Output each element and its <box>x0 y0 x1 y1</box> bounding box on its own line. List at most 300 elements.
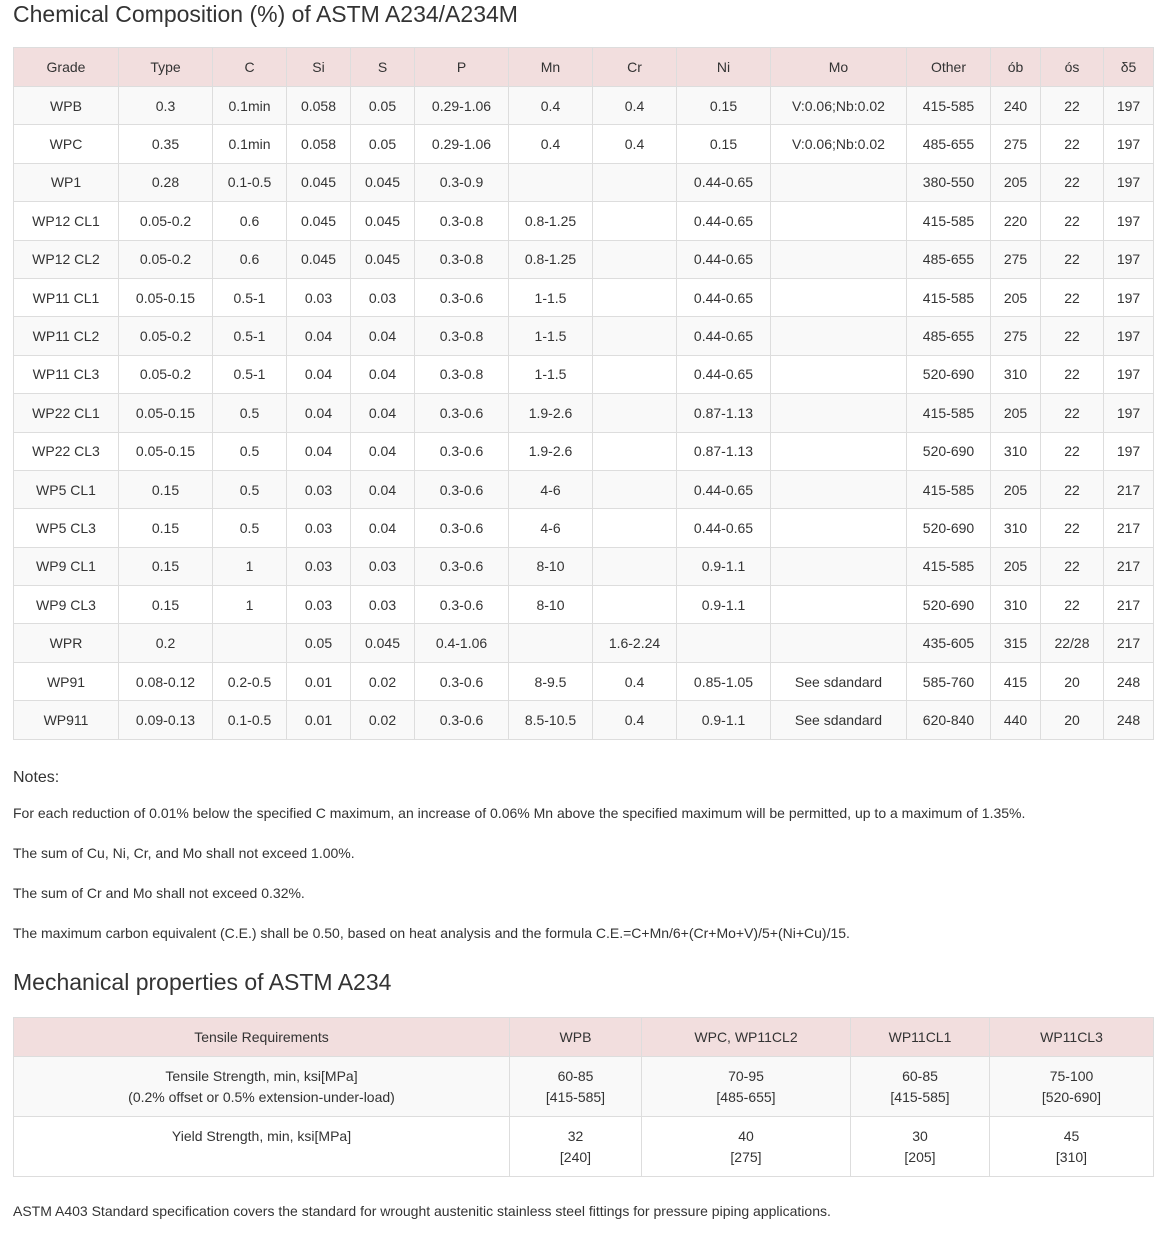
cell-line: [415-585] <box>545 1089 606 1105</box>
cell-line: 45 <box>1063 1128 1080 1144</box>
table-cell: 1.9-2.6 <box>509 394 593 432</box>
table-cell: 4-6 <box>509 509 593 547</box>
table-cell: 0.04 <box>287 355 351 393</box>
table-cell: 0.3-0.8 <box>415 240 509 278</box>
table-cell <box>14 1117 510 1177</box>
table-cell <box>593 278 677 316</box>
table-cell: 0.04 <box>287 317 351 355</box>
table-cell <box>593 509 677 547</box>
table-cell: 0.045 <box>287 163 351 201</box>
column-header: Ni <box>677 48 771 87</box>
table-cell: WP11 CL2 <box>14 317 119 355</box>
table-cell <box>593 432 677 470</box>
table-cell <box>642 1057 851 1117</box>
cell-line: 30 <box>912 1128 928 1144</box>
table-cell: 0.05-0.2 <box>119 355 213 393</box>
table-cell: See sdandard <box>771 662 907 700</box>
table-cell <box>771 163 907 201</box>
table-cell <box>510 1117 642 1177</box>
notes-heading: Notes: <box>13 769 60 786</box>
cell-line: 60-85 <box>902 1068 938 1084</box>
table-cell: 0.05 <box>287 624 351 662</box>
table-cell <box>14 1057 510 1117</box>
table-cell: 0.058 <box>287 87 351 125</box>
table-row <box>14 1117 1154 1177</box>
table-cell <box>851 1057 990 1117</box>
cell-line: [485-655] <box>716 1089 776 1105</box>
table-cell <box>771 432 907 470</box>
table-cell: 0.02 <box>351 701 415 739</box>
table-cell: 4-6 <box>509 470 593 508</box>
table-cell: 0.44-0.65 <box>677 317 771 355</box>
table-cell: 205 <box>991 163 1041 201</box>
cell-line: [205] <box>904 1149 936 1165</box>
table-cell: 415 <box>991 662 1041 700</box>
table-cell: 0.3-0.8 <box>415 355 509 393</box>
table-cell: 0.03 <box>287 278 351 316</box>
table-cell: 22 <box>1041 470 1104 508</box>
table-row <box>14 586 1154 624</box>
table-cell: 0.5-1 <box>213 317 287 355</box>
table-cell: 240 <box>991 87 1041 125</box>
table-cell: 22 <box>1041 355 1104 393</box>
table-cell: 217 <box>1104 470 1154 508</box>
table-cell: 0.045 <box>287 240 351 278</box>
table-cell: 1-1.5 <box>509 355 593 393</box>
cell-line: [275] <box>730 1149 762 1165</box>
table-cell: 217 <box>1104 586 1154 624</box>
table-cell: WP12 CL2 <box>14 240 119 278</box>
table-cell: 0.5 <box>213 432 287 470</box>
column-header: Other <box>907 48 991 87</box>
table-cell: 8-9.5 <box>509 662 593 700</box>
table-cell: 8-10 <box>509 586 593 624</box>
table-cell: 440 <box>991 701 1041 739</box>
table-cell: 0.15 <box>119 547 213 585</box>
table-cell: 205 <box>991 394 1041 432</box>
table-cell: WP911 <box>14 701 119 739</box>
table-cell: 1-1.5 <box>509 317 593 355</box>
table-cell <box>771 547 907 585</box>
table-cell <box>990 1057 1154 1117</box>
table-cell: 520-690 <box>907 586 991 624</box>
table-cell: 0.4 <box>509 125 593 163</box>
table-row <box>14 240 1154 278</box>
table-cell <box>990 1117 1154 1177</box>
composition-body <box>14 87 1154 740</box>
table-cell: 0.4 <box>593 125 677 163</box>
table-cell: 0.09-0.13 <box>119 701 213 739</box>
column-header: ós <box>1041 48 1104 87</box>
table-cell: 22 <box>1041 202 1104 240</box>
table-cell: 22 <box>1041 125 1104 163</box>
table-cell: 1.9-2.6 <box>509 432 593 470</box>
table-cell <box>593 586 677 624</box>
table-cell: 415-585 <box>907 470 991 508</box>
table-cell: 0.01 <box>287 662 351 700</box>
table-cell: 0.05 <box>351 87 415 125</box>
table-cell <box>593 394 677 432</box>
table-cell: WP12 CL1 <box>14 202 119 240</box>
table-cell: 0.3-0.8 <box>415 202 509 240</box>
table-cell: 0.3-0.6 <box>415 509 509 547</box>
table-cell: 1 <box>213 586 287 624</box>
table-cell: 197 <box>1104 317 1154 355</box>
table-cell <box>771 278 907 316</box>
table-cell: 197 <box>1104 278 1154 316</box>
table-cell: 310 <box>991 586 1041 624</box>
cell-line: [310] <box>1055 1149 1088 1165</box>
table-cell: 0.08-0.12 <box>119 662 213 700</box>
table-cell <box>593 163 677 201</box>
table-cell: 0.2 <box>119 624 213 662</box>
table-cell: 0.44-0.65 <box>677 470 771 508</box>
table-cell: 0.4 <box>509 87 593 125</box>
table-cell: 22 <box>1041 394 1104 432</box>
table-cell: 0.3-0.6 <box>415 470 509 508</box>
table-row <box>14 701 1154 739</box>
note-item: The sum of Cr and Mo shall not exceed 0.32%. <box>13 885 305 901</box>
note-item: For each reduction of 0.01% below the specified C maximum, an increase of 0.06% Mn above the specified maximum will be permitted, up to a maximum of 1.35%. <box>13 805 1026 821</box>
table-cell: 520-690 <box>907 432 991 470</box>
table-cell: 217 <box>1104 624 1154 662</box>
table-cell: 485-655 <box>907 317 991 355</box>
table-cell <box>213 624 287 662</box>
table-cell: 8-10 <box>509 547 593 585</box>
table-cell: 0.2-0.5 <box>213 662 287 700</box>
table-cell <box>771 202 907 240</box>
table-cell: 197 <box>1104 125 1154 163</box>
table-cell: 22 <box>1041 278 1104 316</box>
table-cell: 415-585 <box>907 278 991 316</box>
table-cell <box>509 624 593 662</box>
table-cell: 0.44-0.65 <box>677 202 771 240</box>
cell-line: 32 <box>567 1128 584 1144</box>
table-cell: V:0.06;Nb:0.02 <box>771 87 907 125</box>
table-cell: 0.045 <box>287 202 351 240</box>
mechanical-table <box>13 1017 1154 1177</box>
table-cell: 275 <box>991 240 1041 278</box>
table-cell: 620-840 <box>907 701 991 739</box>
column-header: δ5 <box>1104 48 1154 87</box>
column-header: C <box>213 48 287 87</box>
table-cell: WPC <box>14 125 119 163</box>
table-cell: 0.3-0.9 <box>415 163 509 201</box>
table-row <box>14 662 1154 700</box>
table-row <box>14 163 1154 201</box>
table-cell: WP9 CL3 <box>14 586 119 624</box>
table-cell: WP91 <box>14 662 119 700</box>
table-cell: 0.04 <box>351 509 415 547</box>
table-cell: 197 <box>1104 355 1154 393</box>
table-cell: 20 <box>1041 662 1104 700</box>
table-cell: WP22 CL1 <box>14 394 119 432</box>
table-cell: 0.6 <box>213 240 287 278</box>
table-cell: 0.045 <box>351 163 415 201</box>
table-cell: WPB <box>14 87 119 125</box>
table-cell: WP1 <box>14 163 119 201</box>
table-cell: WP22 CL3 <box>14 432 119 470</box>
note-item: The sum of Cu, Ni, Cr, and Mo shall not exceed 1.00%. <box>13 845 355 861</box>
table-cell: 205 <box>991 547 1041 585</box>
table-cell: 0.5 <box>213 394 287 432</box>
table-cell: 415-585 <box>907 394 991 432</box>
table-row <box>14 394 1154 432</box>
table-cell: 0.15 <box>677 87 771 125</box>
cell-line: Tensile Strength, min, ksi[MPa] <box>165 1068 358 1084</box>
table-cell: 205 <box>991 278 1041 316</box>
mechanical-header-row <box>14 1018 1154 1057</box>
table-row <box>14 1057 1154 1117</box>
table-cell <box>593 355 677 393</box>
table-cell: WP5 CL1 <box>14 470 119 508</box>
table-cell: 197 <box>1104 163 1154 201</box>
table-cell: 315 <box>991 624 1041 662</box>
table-cell: 380-550 <box>907 163 991 201</box>
table-cell: 0.3-0.6 <box>415 278 509 316</box>
table-cell <box>593 547 677 585</box>
table-cell: 22 <box>1041 586 1104 624</box>
table-cell <box>677 624 771 662</box>
table-cell: 22 <box>1041 163 1104 201</box>
table-cell: 0.04 <box>287 394 351 432</box>
table-cell: 0.05-0.15 <box>119 394 213 432</box>
column-header: ób <box>991 48 1041 87</box>
table-cell: 0.3-0.6 <box>415 547 509 585</box>
table-cell: 485-655 <box>907 240 991 278</box>
table-cell <box>771 394 907 432</box>
table-cell: 1.6-2.24 <box>593 624 677 662</box>
table-cell: 0.5-1 <box>213 278 287 316</box>
table-cell: 22 <box>1041 547 1104 585</box>
footer-text: ASTM A403 Standard specification covers the standard for wrought austenitic stainless steel fittings for pressure piping applications. <box>13 1203 831 1219</box>
table-cell: 197 <box>1104 202 1154 240</box>
table-cell: 0.9-1.1 <box>677 586 771 624</box>
table-cell: 0.15 <box>119 470 213 508</box>
table-cell: 0.29-1.06 <box>415 125 509 163</box>
table-cell: 0.05-0.2 <box>119 240 213 278</box>
column-header: Tensile Requirements <box>14 1018 510 1057</box>
table-cell: 0.05-0.15 <box>119 432 213 470</box>
column-header: P <box>415 48 509 87</box>
table-cell <box>510 1057 642 1117</box>
table-cell: 0.1min <box>213 87 287 125</box>
table-cell <box>593 470 677 508</box>
table-row <box>14 355 1154 393</box>
table-row <box>14 278 1154 316</box>
table-cell <box>771 317 907 355</box>
table-cell: 0.04 <box>351 317 415 355</box>
table-cell: 0.045 <box>351 240 415 278</box>
table-cell: 0.03 <box>287 509 351 547</box>
table-cell <box>642 1117 851 1177</box>
table-cell: 0.6 <box>213 202 287 240</box>
table-cell: 0.4 <box>593 87 677 125</box>
table-cell: 0.28 <box>119 163 213 201</box>
table-cell: 310 <box>991 355 1041 393</box>
table-cell: 0.4-1.06 <box>415 624 509 662</box>
cell-line: 70-95 <box>728 1068 764 1084</box>
table-cell: 520-690 <box>907 509 991 547</box>
table-cell: 0.1-0.5 <box>213 163 287 201</box>
table-cell: 0.44-0.65 <box>677 163 771 201</box>
table-cell <box>593 202 677 240</box>
composition-header-row <box>14 48 1154 87</box>
column-header: WPC, WP11CL2 <box>642 1018 851 1057</box>
table-cell: 0.4 <box>593 701 677 739</box>
table-cell: 0.5 <box>213 470 287 508</box>
table-cell <box>509 163 593 201</box>
table-cell: 0.3-0.6 <box>415 586 509 624</box>
table-cell: 22 <box>1041 432 1104 470</box>
table-cell: 310 <box>991 432 1041 470</box>
column-header: Si <box>287 48 351 87</box>
table-row <box>14 509 1154 547</box>
table-cell: 0.03 <box>351 586 415 624</box>
table-cell: 0.3-0.6 <box>415 394 509 432</box>
cell-line: 75-100 <box>1049 1068 1094 1084</box>
table-cell: 0.04 <box>287 432 351 470</box>
table-cell: WP9 CL1 <box>14 547 119 585</box>
table-cell: 585-760 <box>907 662 991 700</box>
table-cell: 0.5-1 <box>213 355 287 393</box>
table-row <box>14 125 1154 163</box>
table-cell: V:0.06;Nb:0.02 <box>771 125 907 163</box>
table-row <box>14 547 1154 585</box>
table-cell: 0.1min <box>213 125 287 163</box>
cell-line: [520-690] <box>1041 1089 1102 1105</box>
table-cell <box>771 586 907 624</box>
composition-title: Chemical Composition (%) of ASTM A234/A234M <box>13 1 518 27</box>
table-cell: 248 <box>1104 701 1154 739</box>
table-cell: 22/28 <box>1041 624 1104 662</box>
table-cell: WPR <box>14 624 119 662</box>
table-cell: 0.4 <box>593 662 677 700</box>
table-cell: 0.05-0.2 <box>119 202 213 240</box>
table-cell: 275 <box>991 317 1041 355</box>
column-header: WP11CL3 <box>990 1018 1154 1057</box>
table-cell: 217 <box>1104 509 1154 547</box>
table-cell <box>771 509 907 547</box>
table-cell: 22 <box>1041 317 1104 355</box>
column-header: S <box>351 48 415 87</box>
table-row <box>14 202 1154 240</box>
table-row <box>14 624 1154 662</box>
table-cell: 0.3-0.6 <box>415 701 509 739</box>
table-cell: 0.44-0.65 <box>677 509 771 547</box>
table-cell: 0.85-1.05 <box>677 662 771 700</box>
table-cell: 0.045 <box>351 202 415 240</box>
table-cell: 0.29-1.06 <box>415 87 509 125</box>
table-cell: 275 <box>991 125 1041 163</box>
table-cell: 0.045 <box>351 624 415 662</box>
table-cell: 220 <box>991 202 1041 240</box>
table-cell <box>771 355 907 393</box>
table-cell: 0.3-0.6 <box>415 662 509 700</box>
table-cell <box>851 1117 990 1177</box>
table-cell: 0.05-0.15 <box>119 278 213 316</box>
table-cell: 0.04 <box>351 355 415 393</box>
table-cell: 0.87-1.13 <box>677 432 771 470</box>
table-cell: 485-655 <box>907 125 991 163</box>
table-cell: 0.01 <box>287 701 351 739</box>
table-cell: 0.04 <box>351 394 415 432</box>
table-cell: 415-585 <box>907 202 991 240</box>
table-cell: WP11 CL1 <box>14 278 119 316</box>
table-cell: 1 <box>213 547 287 585</box>
table-cell: 0.03 <box>287 547 351 585</box>
cell-line: 60-85 <box>557 1068 594 1084</box>
table-cell: 0.15 <box>677 125 771 163</box>
table-cell: 0.02 <box>351 662 415 700</box>
column-header: Mn <box>509 48 593 87</box>
table-cell: 0.5 <box>213 509 287 547</box>
column-header: Type <box>119 48 213 87</box>
table-cell: WP11 CL3 <box>14 355 119 393</box>
table-cell: 310 <box>991 509 1041 547</box>
table-cell: WP5 CL3 <box>14 509 119 547</box>
column-header: Grade <box>14 48 119 87</box>
table-row <box>14 317 1154 355</box>
table-cell <box>771 470 907 508</box>
mechanical-body <box>14 1057 1154 1177</box>
table-cell: 197 <box>1104 432 1154 470</box>
table-cell: 0.3 <box>119 87 213 125</box>
table-cell: 415-585 <box>907 87 991 125</box>
column-header: WP11CL1 <box>851 1018 990 1057</box>
table-cell: 197 <box>1104 394 1154 432</box>
mechanical-title: Mechanical properties of ASTM A234 <box>13 969 392 995</box>
column-header: Mo <box>771 48 907 87</box>
table-cell: 435-605 <box>907 624 991 662</box>
notes-section <box>13 768 1153 964</box>
table-cell: 0.15 <box>119 509 213 547</box>
table-cell: 0.44-0.65 <box>677 240 771 278</box>
table-cell: 0.05-0.2 <box>119 317 213 355</box>
table-cell: 0.15 <box>119 586 213 624</box>
table-cell: 0.03 <box>287 470 351 508</box>
table-cell: 22 <box>1041 240 1104 278</box>
table-cell <box>771 240 907 278</box>
table-cell: 0.3-0.8 <box>415 317 509 355</box>
table-cell: 0.03 <box>351 547 415 585</box>
column-header: WPB <box>510 1018 642 1057</box>
table-cell: 8.5-10.5 <box>509 701 593 739</box>
table-row <box>14 432 1154 470</box>
cell-line: [240] <box>559 1149 592 1165</box>
table-row <box>14 470 1154 508</box>
table-cell: 0.03 <box>351 278 415 316</box>
table-cell: 248 <box>1104 662 1154 700</box>
table-cell <box>771 624 907 662</box>
table-cell: 205 <box>991 470 1041 508</box>
table-cell: 0.9-1.1 <box>677 701 771 739</box>
table-cell: 0.1-0.5 <box>213 701 287 739</box>
table-cell <box>593 240 677 278</box>
cell-line: 40 <box>738 1128 754 1144</box>
table-cell: 0.8-1.25 <box>509 202 593 240</box>
table-cell: 0.058 <box>287 125 351 163</box>
table-cell: 0.44-0.65 <box>677 355 771 393</box>
table-cell: 0.05 <box>351 125 415 163</box>
column-header: Cr <box>593 48 677 87</box>
table-cell: 22 <box>1041 509 1104 547</box>
cell-line: [415-585] <box>890 1089 950 1105</box>
table-cell: 0.35 <box>119 125 213 163</box>
table-cell <box>593 317 677 355</box>
table-cell: 0.44-0.65 <box>677 278 771 316</box>
table-cell: 0.8-1.25 <box>509 240 593 278</box>
